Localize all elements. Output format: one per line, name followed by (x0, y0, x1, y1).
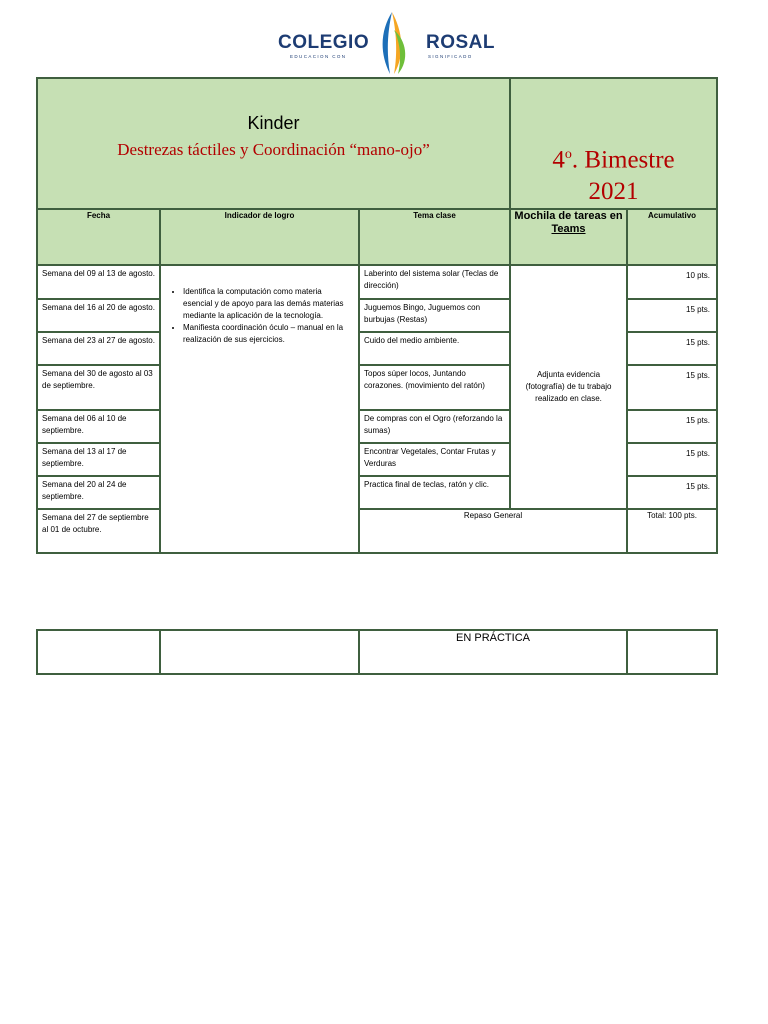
col-header-acumulativo: Acumulativo (627, 209, 717, 265)
period-year: 2021 (588, 178, 639, 206)
logo-word-rosal: ROSAL (426, 32, 495, 53)
logo-tagline-right: SIGNIFICADO (428, 54, 473, 59)
pts-cell: 15 pts. (627, 443, 717, 476)
col-header-tema: Tema clase (359, 209, 510, 265)
indicator-item: • Identifica la computación como materia esencial y de apoyo para las demás materias mediante la aplicación de la tecnología. (183, 286, 348, 322)
practice-empty-cell (160, 630, 359, 674)
col-header-mochila (510, 209, 627, 265)
period-label: . Bimestre (571, 146, 675, 174)
mochila-cell: Adjunta evidencia (fotografía) de tu trabajo realizado en clase. (510, 265, 627, 509)
tema-cell: Juguemos Bingo, Juguemos con burbujas (Restas) (359, 299, 510, 332)
grade-title: Kinder (247, 113, 300, 133)
teams-link[interactable]: Teams (551, 223, 586, 236)
total-cell: Total: 100 pts. (627, 509, 717, 553)
tema-cell: Cuido del medio ambiente. (359, 332, 510, 365)
pts-cell: 15 pts. (627, 365, 717, 410)
mochila-header-text: Mochila de tareas en (514, 210, 623, 223)
table-row-total (37, 509, 717, 553)
practice-empty-cell (627, 630, 717, 674)
indicator-list (165, 286, 348, 346)
fecha-cell: Semana del 23 al 27 de agosto. (37, 332, 160, 365)
school-logo (276, 10, 500, 76)
indicator-item: • Manifiesta coordinación óculo – manual en la realización de sus ejercicios. (183, 322, 348, 346)
fecha-cell: Semana del 09 al 13 de agosto. (37, 265, 160, 299)
pts-cell: 10 pts. (627, 265, 717, 299)
practice-label: EN PRÁCTICA (359, 630, 627, 674)
tema-cell: De compras con el Ogro (reforzando la sumas) (359, 410, 510, 443)
pts-cell: 15 pts. (627, 410, 717, 443)
subject-title: Destrezas táctiles y Coordinación “mano-ojo” (117, 140, 430, 159)
table-row (37, 265, 717, 299)
fecha-cell: Semana del 20 al 24 de septiembre. (37, 476, 160, 509)
practice-table (36, 629, 718, 675)
col-header-fecha: Fecha (37, 209, 160, 265)
logo-word-colegio: COLEGIO (278, 32, 370, 53)
tema-cell: Topos súper locos, Juntando corazones. (movimiento del ratón) (359, 365, 510, 410)
practice-empty-cell (37, 630, 160, 674)
repaso-cell: Repaso General (359, 509, 627, 553)
leaf-icon (372, 10, 412, 76)
tema-cell: Encontrar Vegetales, Contar Frutas y Verduras (359, 443, 510, 476)
pts-cell: 15 pts. (627, 332, 717, 365)
period-ordinal: o (564, 147, 572, 162)
col-header-indicador: Indicador de logro (160, 209, 359, 265)
period-title (511, 79, 716, 208)
fecha-cell: Semana del 13 al 17 de septiembre. (37, 443, 160, 476)
pts-cell: 15 pts. (627, 476, 717, 509)
pts-cell: 15 pts. (627, 299, 717, 332)
fecha-cell: Semana del 16 al 20 de agosto. (37, 299, 160, 332)
fecha-cell: Semana del 06 al 10 de septiembre. (37, 410, 160, 443)
tema-cell: Practica final de teclas, ratón y clic. (359, 476, 510, 509)
tema-cell: Laberinto del sistema solar (Teclas de dirección) (359, 265, 510, 299)
period-cell (510, 78, 717, 209)
fecha-cell: Semana del 30 de agosto al 03 de septiembre. (37, 365, 160, 410)
schedule-table (36, 77, 718, 554)
fecha-cell: Semana del 27 de septiembre al 01 de octubre. (37, 509, 160, 553)
indicators-cell (160, 265, 359, 553)
title-cell (37, 78, 510, 209)
logo-tagline-left: EDUCACION CON (290, 54, 347, 59)
period-number: 4 (552, 146, 565, 174)
